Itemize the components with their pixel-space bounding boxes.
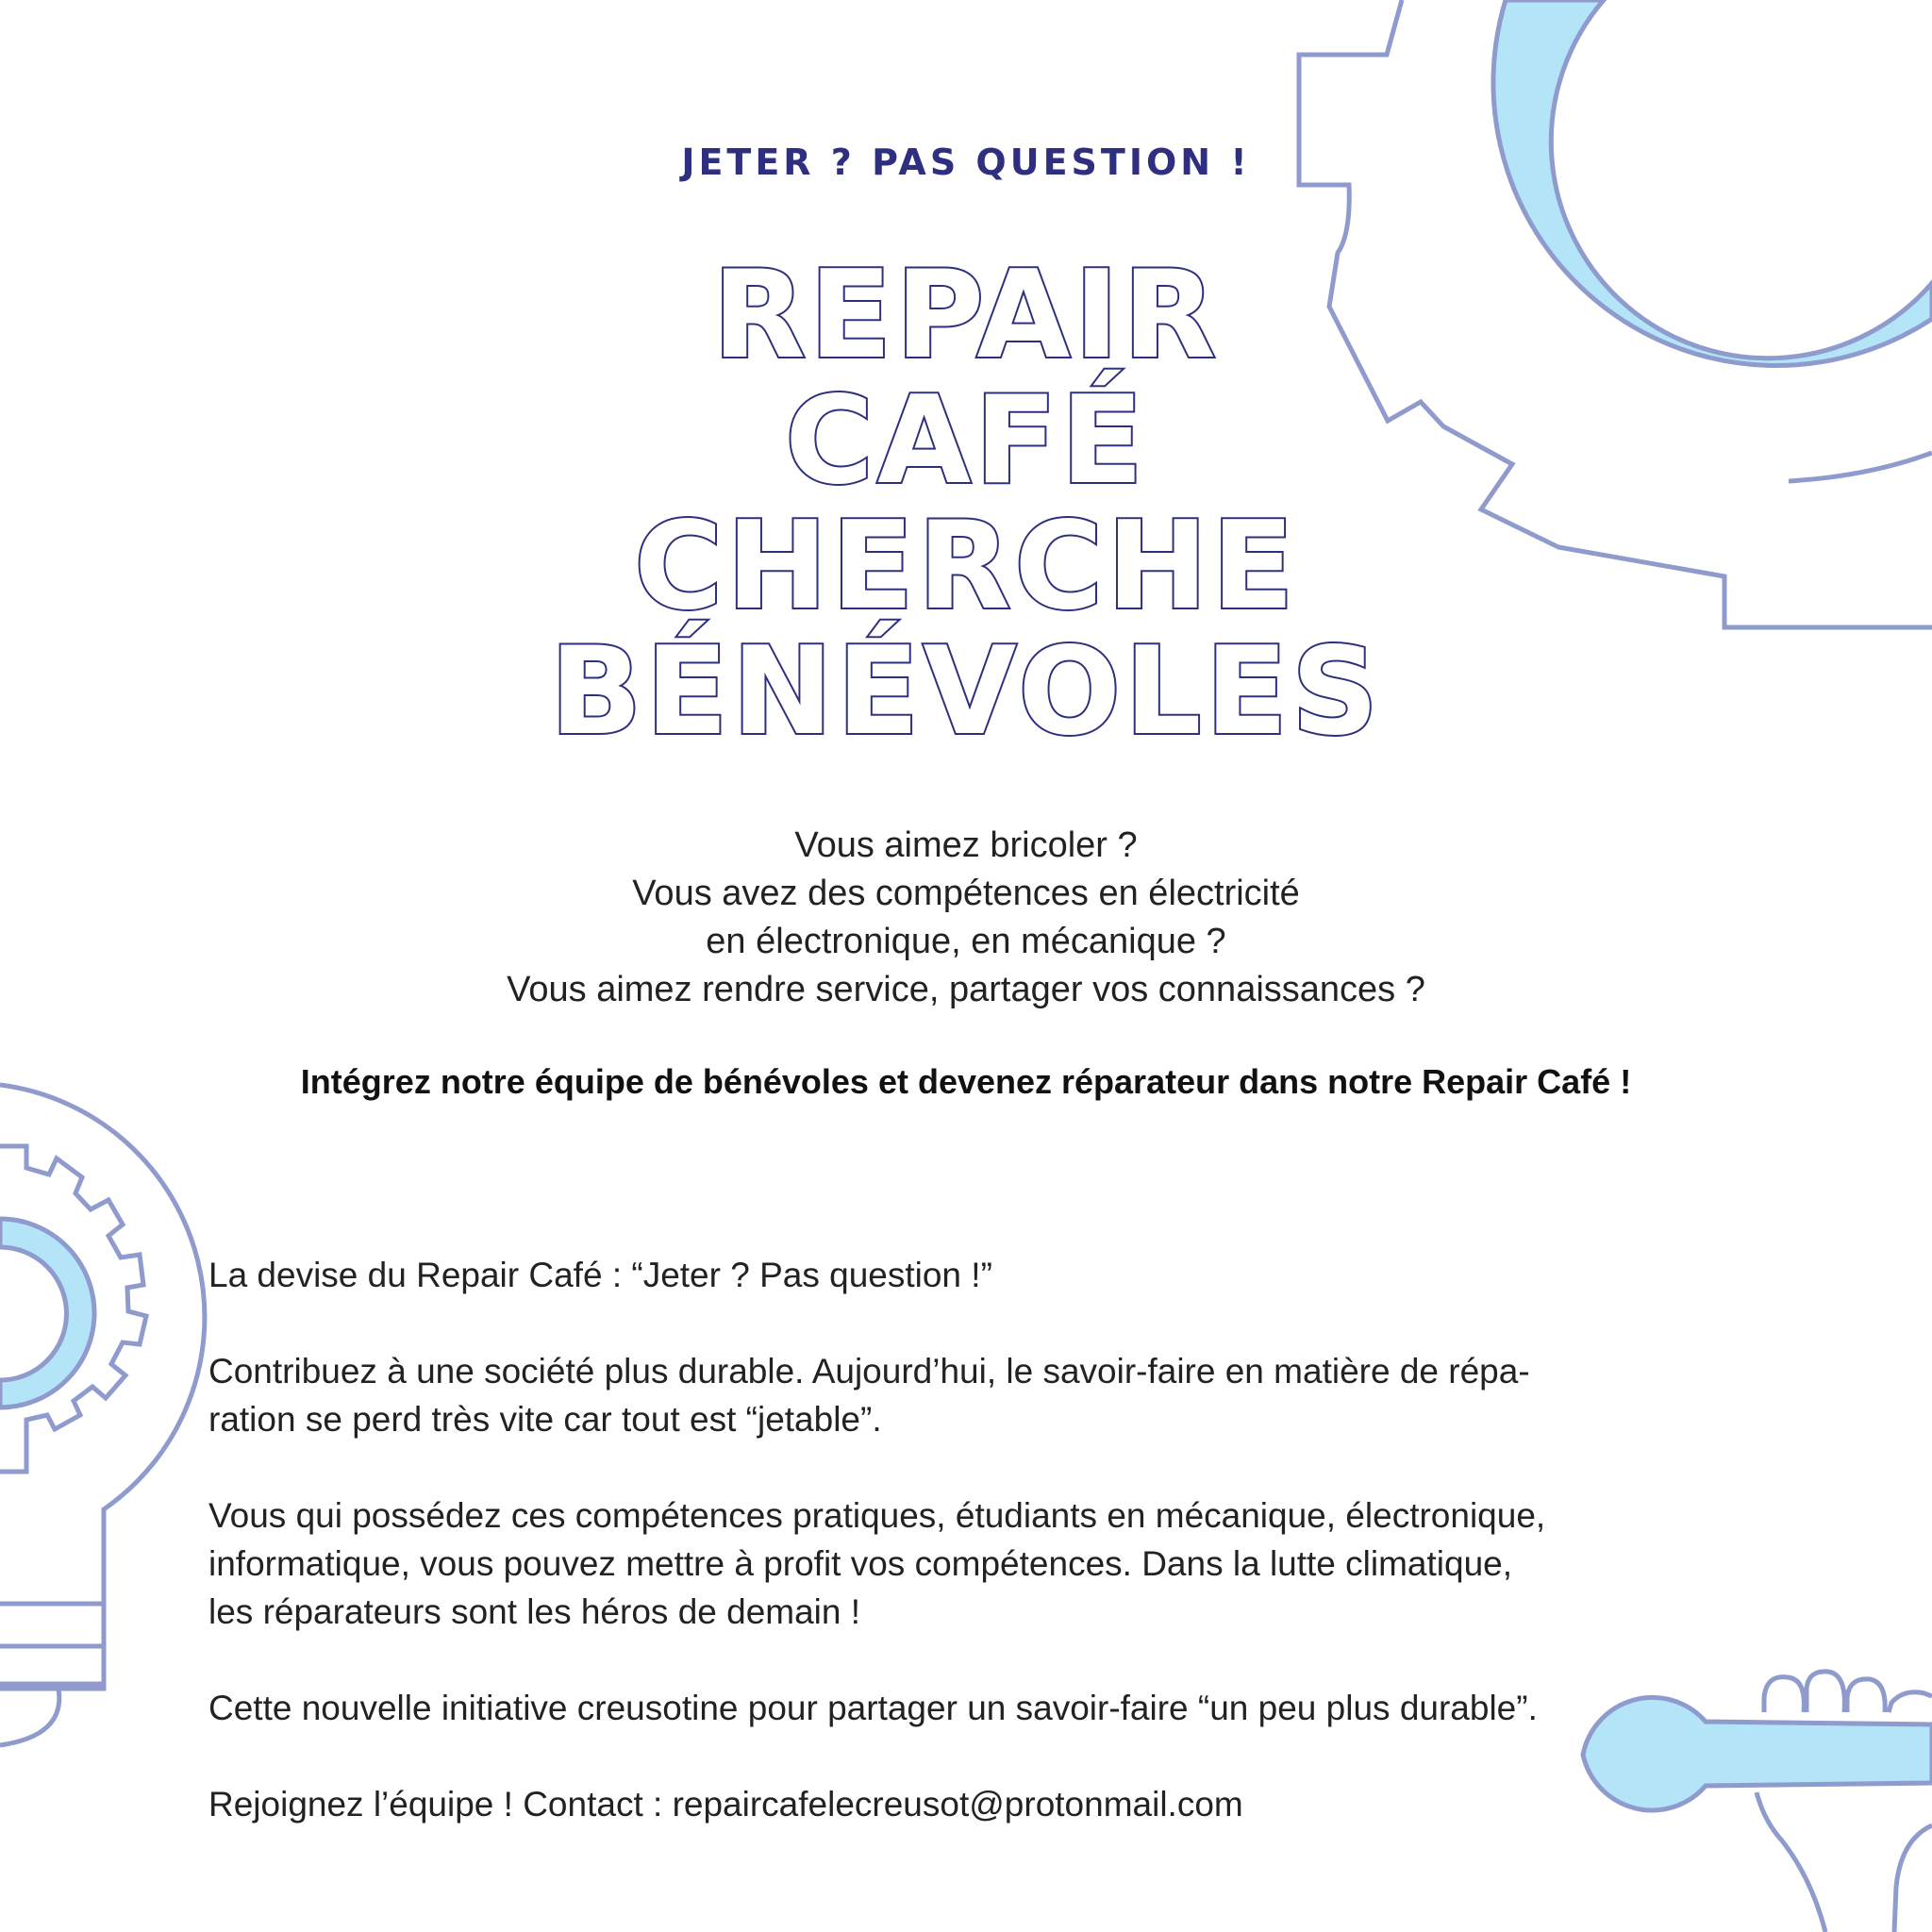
paragraph-line: informatique, vous pouvez mettre à profit vos compétences. Dans la lutte climatique, xyxy=(208,1544,1513,1583)
title-line: CAFÉ xyxy=(785,371,1147,511)
lightbulb-gear-icon xyxy=(0,1085,205,1745)
paragraph-line: les réparateurs sont les héros de demain ! xyxy=(208,1592,861,1631)
paragraph-line: Contribuez à une société plus durable. Aujourd’hui, le savoir-faire en matière de répa- xyxy=(208,1352,1530,1391)
title-line: REPAIR xyxy=(712,245,1220,386)
paragraph-skills xyxy=(208,1491,1727,1636)
question-line: en électronique, en mécanique ? xyxy=(706,922,1226,961)
question-line: Vous aimez rendre service, partager vos connaissances ? xyxy=(507,970,1425,1009)
motto-paragraph: La devise du Repair Café : “Jeter ? Pas question !” xyxy=(208,1256,992,1294)
questions-block xyxy=(0,822,1932,1014)
paragraph-line: ration se perd très vite car tout est “jetable”. xyxy=(208,1400,882,1439)
paragraph-durable xyxy=(208,1347,1727,1443)
call-to-action: Intégrez notre équipe de bénévoles et devenez réparateur dans notre Repair Café ! xyxy=(300,1062,1632,1101)
tagline: JETER ? PAS QUESTION ! xyxy=(681,142,1251,183)
contact-paragraph: Rejoignez l’équipe ! Contact : repaircafelecreusot@protonmail.com xyxy=(208,1785,1243,1824)
question-line: Vous avez des compétences en électricité xyxy=(632,874,1300,913)
page-title xyxy=(0,245,1932,762)
title-line: BÉNÉVOLES xyxy=(549,622,1383,762)
question-line: Vous aimez bricoler ? xyxy=(794,825,1138,865)
title-line: CHERCHE xyxy=(634,496,1298,637)
paragraph-initiative: Cette nouvelle initiative creusotine pour partager un savoir-faire “un peu plus durable”. xyxy=(208,1689,1538,1727)
body-text xyxy=(208,1251,1727,1876)
paragraph-line: Vous qui possédez ces compétences pratiques, étudiants en mécanique, électronique, xyxy=(208,1496,1546,1535)
